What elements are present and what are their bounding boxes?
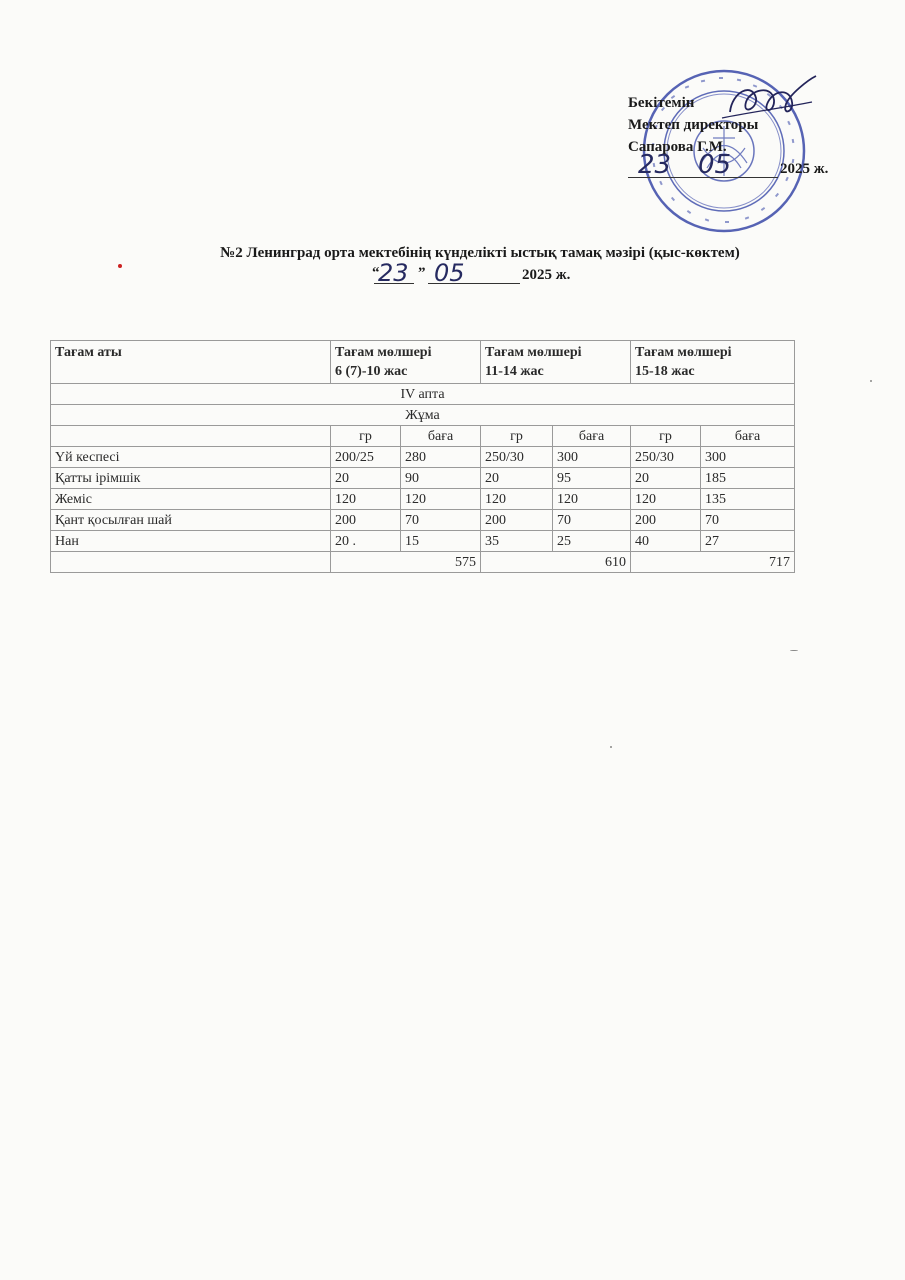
subheader-price-1: баға bbox=[401, 426, 481, 447]
cell-gr-3: 40 bbox=[631, 531, 701, 552]
subheader-gr-2: гр bbox=[481, 426, 553, 447]
cell-price-1: 15 bbox=[401, 531, 481, 552]
cell-price-2: 300 bbox=[553, 447, 631, 468]
cell-price-3: 135 bbox=[701, 489, 795, 510]
cell-gr-2: 200 bbox=[481, 510, 553, 531]
totals-row bbox=[51, 552, 795, 573]
table-header-row bbox=[51, 341, 795, 384]
approval-position: Мектеп директоры bbox=[628, 117, 759, 133]
column-header-dish: Тағам аты bbox=[51, 341, 331, 384]
cell-gr-1: 200/25 bbox=[331, 447, 401, 468]
cell-gr-1: 200 bbox=[331, 510, 401, 531]
title-date-close-quote: ” bbox=[418, 265, 426, 281]
subheader-price-3: баға bbox=[701, 426, 795, 447]
title-date-open-quote: “ bbox=[372, 265, 380, 281]
table-row bbox=[51, 447, 795, 468]
column-header-age-group-3 bbox=[631, 341, 795, 384]
scan-speck bbox=[870, 380, 872, 382]
cell-gr-3: 200 bbox=[631, 510, 701, 531]
group-3-label: Тағам мөлшері bbox=[635, 345, 732, 360]
total-group-2: 610 bbox=[481, 552, 631, 573]
title-date-month: 05 bbox=[434, 259, 465, 287]
subheader-blank bbox=[51, 426, 331, 447]
approval-label: Бекітемін bbox=[628, 95, 695, 111]
scan-speck bbox=[610, 746, 612, 748]
scan-speck bbox=[790, 650, 798, 651]
approval-date-day: 23 bbox=[638, 150, 672, 180]
title-date bbox=[372, 259, 592, 289]
dish-name: Жеміс bbox=[51, 489, 331, 510]
approval-date bbox=[628, 150, 848, 180]
cell-price-2: 25 bbox=[553, 531, 631, 552]
cell-gr-2: 120 bbox=[481, 489, 553, 510]
totals-blank bbox=[51, 552, 331, 573]
title-date-year: 2025 ж. bbox=[522, 267, 571, 283]
week-label: IV апта bbox=[51, 384, 795, 405]
subheader-gr-3: гр bbox=[631, 426, 701, 447]
day-row bbox=[51, 405, 795, 426]
cell-price-3: 70 bbox=[701, 510, 795, 531]
subheader-price-2: баға bbox=[553, 426, 631, 447]
dish-name: Қант қосылған шай bbox=[51, 510, 331, 531]
dish-name: Нан bbox=[51, 531, 331, 552]
week-row bbox=[51, 384, 795, 405]
approval-name: Сапарова Г.М. bbox=[628, 139, 727, 155]
cell-price-1: 120 bbox=[401, 489, 481, 510]
cell-gr-1: 20 bbox=[331, 468, 401, 489]
cell-gr-1: 20 . bbox=[331, 531, 401, 552]
approval-date-month: 05 bbox=[698, 150, 732, 180]
cell-price-2: 120 bbox=[553, 489, 631, 510]
cell-price-3: 185 bbox=[701, 468, 795, 489]
title-date-day-underline bbox=[374, 283, 414, 284]
cell-price-1: 280 bbox=[401, 447, 481, 468]
cell-gr-2: 20 bbox=[481, 468, 553, 489]
cell-price-1: 90 bbox=[401, 468, 481, 489]
total-group-1: 575 bbox=[331, 552, 481, 573]
column-header-age-group-1 bbox=[331, 341, 481, 384]
table-row bbox=[51, 468, 795, 489]
group-2-age: 11-14 жас bbox=[485, 364, 544, 379]
subheader-gr-1: гр bbox=[331, 426, 401, 447]
column-header-age-group-2 bbox=[481, 341, 631, 384]
ink-dot bbox=[118, 264, 122, 268]
group-2-label: Тағам мөлшері bbox=[485, 345, 582, 360]
total-group-3: 717 bbox=[631, 552, 795, 573]
approval-date-underline bbox=[628, 177, 778, 178]
cell-gr-2: 250/30 bbox=[481, 447, 553, 468]
table-row bbox=[51, 510, 795, 531]
cell-gr-1: 120 bbox=[331, 489, 401, 510]
title-date-day: 23 bbox=[378, 259, 409, 287]
cell-price-1: 70 bbox=[401, 510, 481, 531]
group-3-age: 15-18 жас bbox=[635, 364, 695, 379]
cell-price-2: 70 bbox=[553, 510, 631, 531]
approval-date-year: 2025 ж. bbox=[780, 161, 829, 177]
group-1-age: 6 (7)-10 жас bbox=[335, 364, 408, 379]
cell-price-2: 95 bbox=[553, 468, 631, 489]
cell-price-3: 300 bbox=[701, 447, 795, 468]
table-row bbox=[51, 531, 795, 552]
cell-gr-3: 120 bbox=[631, 489, 701, 510]
cell-gr-3: 250/30 bbox=[631, 447, 701, 468]
day-label: Жұма bbox=[51, 405, 795, 426]
director-signature bbox=[712, 72, 822, 130]
menu-table bbox=[50, 340, 795, 573]
dish-name: Қатты ірімшік bbox=[51, 468, 331, 489]
dish-name: Үй кеспесі bbox=[51, 447, 331, 468]
cell-gr-2: 35 bbox=[481, 531, 553, 552]
cell-gr-3: 20 bbox=[631, 468, 701, 489]
title-date-month-underline bbox=[428, 283, 520, 284]
subheader-row bbox=[51, 426, 795, 447]
cell-price-3: 27 bbox=[701, 531, 795, 552]
page-title: №2 Ленинград орта мектебінің күнделікті ыстық тамақ мәзірі (қыс-көктем) bbox=[220, 245, 740, 261]
group-1-label: Тағам мөлшері bbox=[335, 345, 432, 360]
table-row bbox=[51, 489, 795, 510]
